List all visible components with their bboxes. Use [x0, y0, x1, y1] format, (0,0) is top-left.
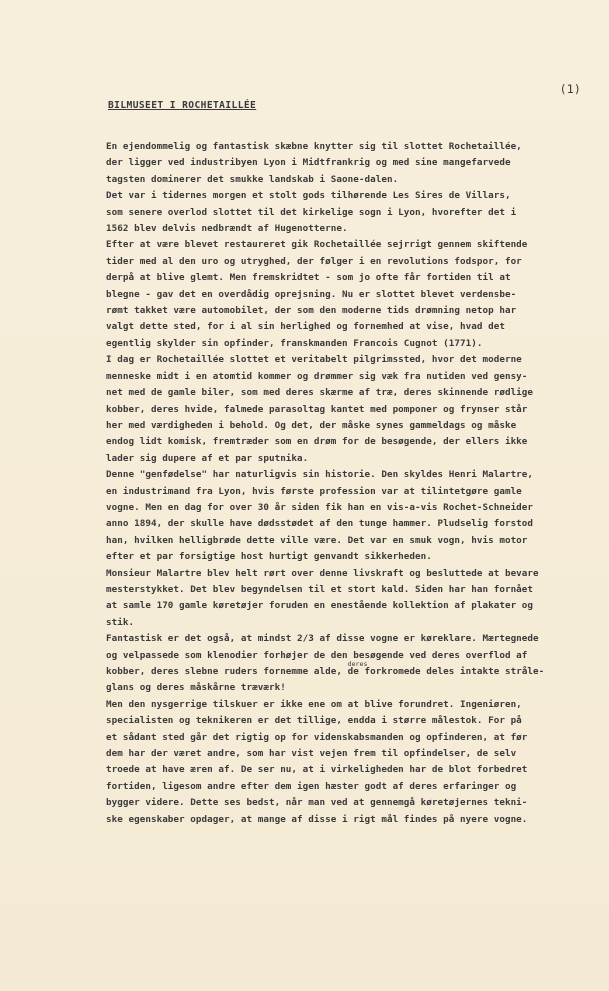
text-line: en industrimand fra Lyon, hvis første profession var at tilintetgøre gamle [106, 485, 522, 497]
text-line: endog lidt komisk, fremtræder som en drøm for de besøgende, der ellers ikke [106, 436, 528, 448]
text-line: bygger videre. Dette ses bedst, når man ved at gennemgå køretøjernes tekni- [106, 797, 528, 809]
text-line: kobber, deres hvide, falmede parasoltag kantet med pomponer og frynser står [106, 403, 528, 415]
text-line: stik. [106, 616, 135, 628]
text-line: glans og deres måskårne træværk! [106, 682, 286, 694]
text-line: troede at have æren af. De ser nu, at i virkeligheden har de blot forbedret [106, 764, 528, 776]
text-line: dem har der været andre, som har vist vejen frem til opfindelser, de selv [106, 748, 517, 760]
inserted-word: deres [347, 660, 368, 668]
text-line: En ejendommelig og fantastisk skæbne knytter sig til slottet Rochetaillée, [106, 141, 522, 152]
document-title: BILMUSEET I ROCHETAILLÉE [108, 100, 257, 111]
text-line: egentlig skylder sin opfinder, franskmanden Francois Cugnot (1771). [106, 337, 483, 349]
text-line: han, hvilken helligbrøde dette ville være. Det var en smuk vogn, hvis motor [106, 534, 528, 546]
text-line: 1562 blev delvis nedbrændt af Hugenotterne. [106, 223, 348, 235]
text-line: Monsieur Malartre blev helt rørt over denne livskraft og besluttede at bevare [106, 567, 539, 579]
text-line: Efter at være blevet restaureret gik Rochetaillée sejrrigt gennem skiftende [106, 239, 528, 251]
text-line: blegne - gav det en overdådig oprejsning. Nu er slottet blevet verdensbe- [106, 288, 517, 300]
text-line: fortiden, ligesom andre efter dem igen hæster godt af deres erfaringer og [106, 780, 517, 792]
text-line: anno 1894, der skulle have dødsstødet af den tunge hammer. Pludselig forstod [106, 518, 534, 530]
text-line: Men den nysgerrige tilskuer er ikke ene om at blive forundret. Ingeniøren, [106, 698, 522, 710]
text-line: vogne. Men en dag for over 30 år siden fik han en vis-a-vis Rochet-Schneider [106, 501, 534, 513]
text-line: at samle 170 gamle køretøjer foruden en enestående kollektion af plakater og [106, 600, 534, 612]
text-line: og velpassede som klenodier forhøjer de den besøgende ved deres overflod af [106, 649, 528, 661]
text-line: specialisten og teknikeren er det tillige, endda i større målestok. For på [106, 715, 522, 727]
text-line: tider med al den uro og utryghed, der følger i en revolutions fodspor, for [106, 255, 522, 267]
text-line: her med værdigheden i behold. Og det, der måske synes gammeldags og måske [106, 419, 517, 431]
text-line: tagsten dominerer det smukke landskab i Saone-dalen. [106, 173, 399, 185]
text-line: rømt takket være automobilet, der som den moderne tids drømning netop har [106, 305, 517, 317]
text-line: Det var i tidernes morgen et stolt gods tilhørende Les Sires de Villars, [106, 190, 511, 202]
text-line: som senere overlod slottet til det kirkelige sogn i Lyon, hvorefter det i [106, 206, 517, 218]
text-line: et sådant sted går det rigtig op for videnskabsmanden og opfinderen, at før [106, 731, 528, 743]
text-line: I dag er Rochetaillée slottet et veritabelt pilgrimssted, hvor det moderne [106, 354, 522, 366]
text-line: efter et par forsigtige host hurtigt genvandt sikkerheden. [106, 551, 432, 563]
page-number: (1) [559, 82, 581, 96]
text-line: lader sig dupere af et par sputnika. [106, 452, 309, 464]
text-line: mesterstykket. Det blev begyndelsen til et stort kald. Siden har han fornået [106, 583, 534, 595]
text-line: ske egenskaber opdager, at mange af disse i rigt mål findes på nyere vogne. [106, 813, 528, 825]
text-line: Denne "genfødelse" har naturligvis sin historie. Den skyldes Henri Malartre, [106, 469, 534, 481]
text-line: valgt dette sted, for i al sin herlighed og fornemhed at vise, hvad det [106, 321, 505, 333]
text-line: menneske midt i en atomtid kommer og drømmer sig væk fra nutiden ved gensy- [106, 370, 528, 382]
text-line: kobber, deres slebne ruders fornemme alde, deres de forkromede deles intakte stråle- [106, 664, 598, 680]
insertion-mark: deres de forkromede deles intakte stråle- [348, 664, 545, 680]
body-text [106, 139, 598, 828]
text-line: der ligger ved industribyen Lyon i Midtfrankrig og med sine mangefarvede [106, 157, 511, 169]
text-line: Fantastisk er det også, at mindst 2/3 af disse vogne er køreklare. Mærtegnede [106, 633, 539, 645]
text-line: derpå at blive glemt. Men fremskridtet - som jo ofte får fortiden til at [106, 272, 511, 284]
text-line: net med de gamle biler, som med deres skærme af træ, deres skinnende rødlige [106, 387, 534, 399]
